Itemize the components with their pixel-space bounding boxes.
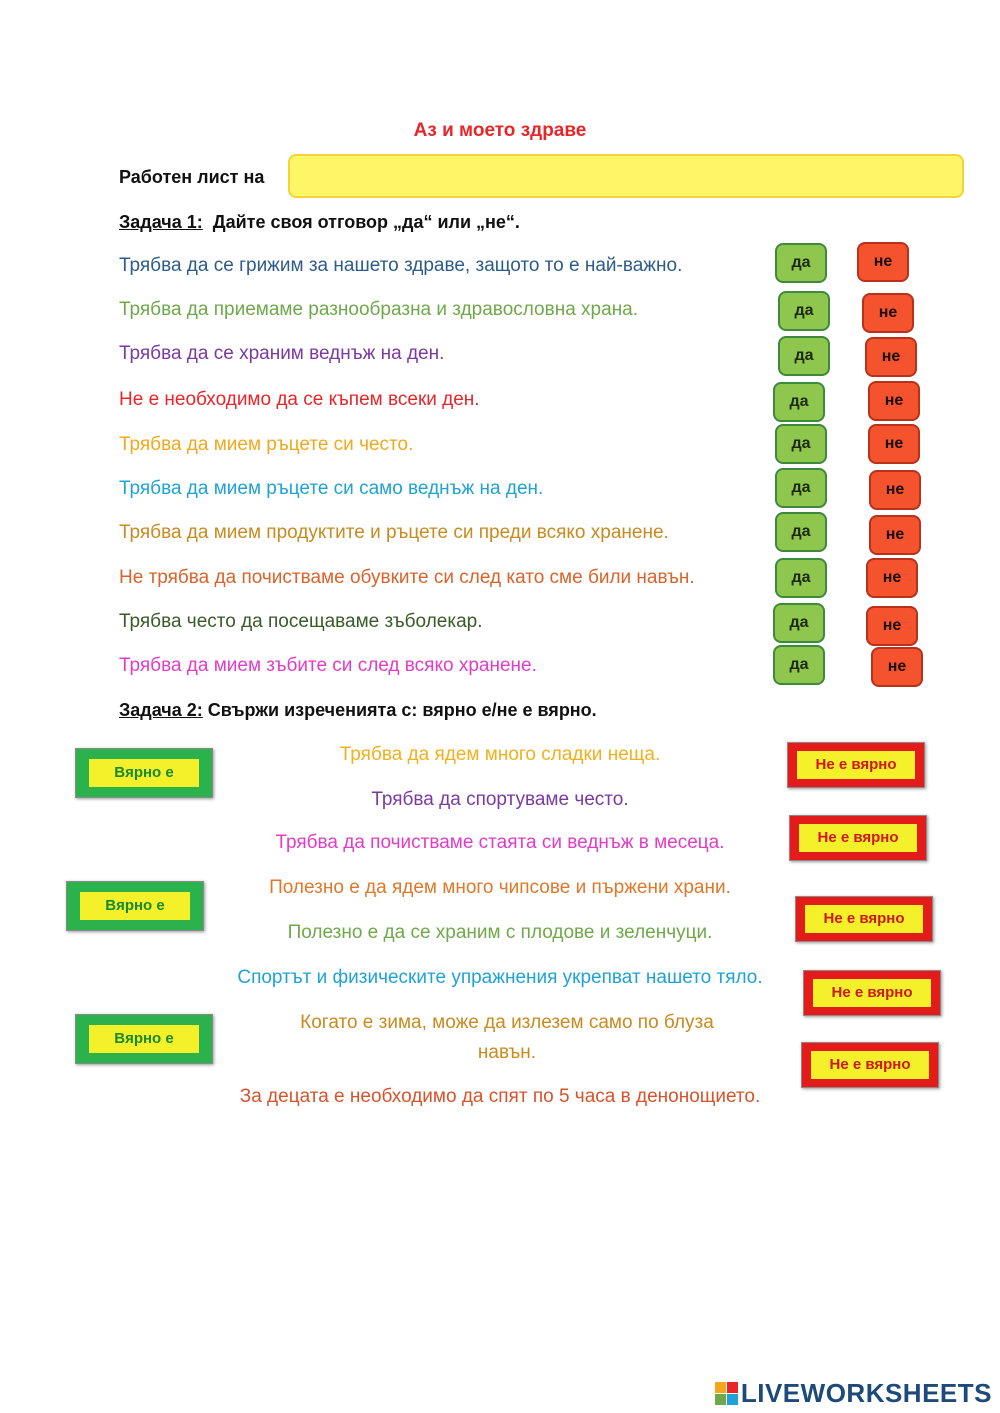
task1-statement: Трябва да се грижим за нашето здраве, защото то е най-важно. bbox=[119, 255, 683, 276]
yes-button[interactable]: да bbox=[775, 468, 827, 508]
false-box[interactable] bbox=[787, 742, 925, 788]
task2-label: Задача 2: bbox=[119, 700, 203, 720]
task1-statement: Трябва да мием зъбите си след всяко хранене. bbox=[119, 655, 537, 676]
yes-button[interactable]: да bbox=[773, 382, 825, 422]
task1-statement: Не е необходимо да се къпем всеки ден. bbox=[119, 389, 480, 410]
false-box[interactable] bbox=[795, 896, 933, 942]
true-label: Вярно е bbox=[89, 759, 199, 787]
no-button[interactable]: не bbox=[868, 424, 920, 464]
false-label: Не е вярно bbox=[813, 979, 931, 1007]
no-button[interactable]: не bbox=[869, 515, 921, 555]
task1-statement: Трябва да приемаме разнообразна и здравословна храна. bbox=[119, 299, 639, 320]
false-label: Не е вярно bbox=[799, 824, 917, 852]
liveworksheets-logo bbox=[715, 1378, 992, 1409]
true-box[interactable] bbox=[66, 881, 204, 931]
page-title: Аз и моето здраве bbox=[413, 120, 587, 141]
task1-label: Задача 1: bbox=[119, 212, 203, 232]
false-label: Не е вярно bbox=[811, 1051, 929, 1079]
logo-text: LIVEWORKSHEETS bbox=[740, 1378, 992, 1408]
no-button[interactable]: не bbox=[866, 558, 918, 598]
true-label: Вярно е bbox=[89, 1025, 199, 1053]
yes-button[interactable]: да bbox=[775, 243, 827, 283]
no-button[interactable]: не bbox=[866, 606, 918, 646]
task1-text: Дайте своя отговор „да“ или „не“. bbox=[202, 212, 520, 232]
name-label: Работен лист на bbox=[119, 167, 265, 187]
task2-statement: навън. bbox=[477, 1042, 537, 1063]
no-button[interactable]: не bbox=[868, 381, 920, 421]
true-box[interactable] bbox=[75, 748, 213, 798]
task2-statement: Спортът и физическите упражнения укрепват нашето тяло. bbox=[237, 967, 763, 988]
false-box[interactable] bbox=[803, 970, 941, 1016]
no-button[interactable]: не bbox=[865, 337, 917, 377]
task2-heading bbox=[119, 700, 597, 721]
task2-statement: Трябва да ядем много сладки неща. bbox=[339, 744, 661, 765]
false-label: Не е вярно bbox=[797, 751, 915, 779]
task2-statement: Трябва да спортуваме често. bbox=[371, 789, 629, 810]
true-label: Вярно е bbox=[80, 892, 190, 920]
false-box[interactable] bbox=[801, 1042, 939, 1088]
name-input[interactable] bbox=[288, 154, 964, 198]
task1-statement: Трябва да се храним веднъж на ден. bbox=[119, 343, 445, 364]
task2-statement: Когато е зима, може да излезем само по блуза bbox=[300, 1012, 714, 1033]
task1-statement: Трябва често да посещаваме зъболекар. bbox=[119, 611, 483, 632]
task1-statement: Трябва да мием продуктите и ръцете си преди всяко хранене. bbox=[119, 522, 669, 543]
task1-statement: Не трябва да почистваме обувките си след като сме били навън. bbox=[119, 567, 695, 588]
yes-button[interactable]: да bbox=[775, 558, 827, 598]
task2-text: Свържи изреченията с: вярно е/не е вярно. bbox=[202, 700, 597, 720]
yes-button[interactable]: да bbox=[778, 336, 830, 376]
task2-statement: Трябва да почистваме стаята си веднъж в месеца. bbox=[275, 832, 725, 853]
task1-statement: Трябва да мием ръцете си само веднъж на ден. bbox=[119, 478, 544, 499]
true-box[interactable] bbox=[75, 1014, 213, 1064]
yes-button[interactable]: да bbox=[775, 512, 827, 552]
no-button[interactable]: не bbox=[857, 242, 909, 282]
liveworksheets-icon bbox=[715, 1382, 739, 1406]
task2-statement: Полезно е да се храним с плодове и зеленчуци. bbox=[287, 922, 713, 943]
yes-button[interactable]: да bbox=[773, 645, 825, 685]
false-label: Не е вярно bbox=[805, 905, 923, 933]
task2-statement: За децата е необходимо да спят по 5 часа в денонощието. bbox=[239, 1086, 761, 1107]
task1-statement: Трябва да мием ръцете си често. bbox=[119, 434, 414, 455]
no-button[interactable]: не bbox=[862, 293, 914, 333]
task1-heading bbox=[119, 212, 520, 233]
no-button[interactable]: не bbox=[869, 470, 921, 510]
no-button[interactable]: не bbox=[871, 647, 923, 687]
yes-button[interactable]: да bbox=[773, 603, 825, 643]
task2-statement: Полезно е да ядем много чипсове и пържени храни. bbox=[269, 877, 731, 898]
yes-button[interactable]: да bbox=[775, 424, 827, 464]
yes-button[interactable]: да bbox=[778, 291, 830, 331]
false-box[interactable] bbox=[789, 815, 927, 861]
